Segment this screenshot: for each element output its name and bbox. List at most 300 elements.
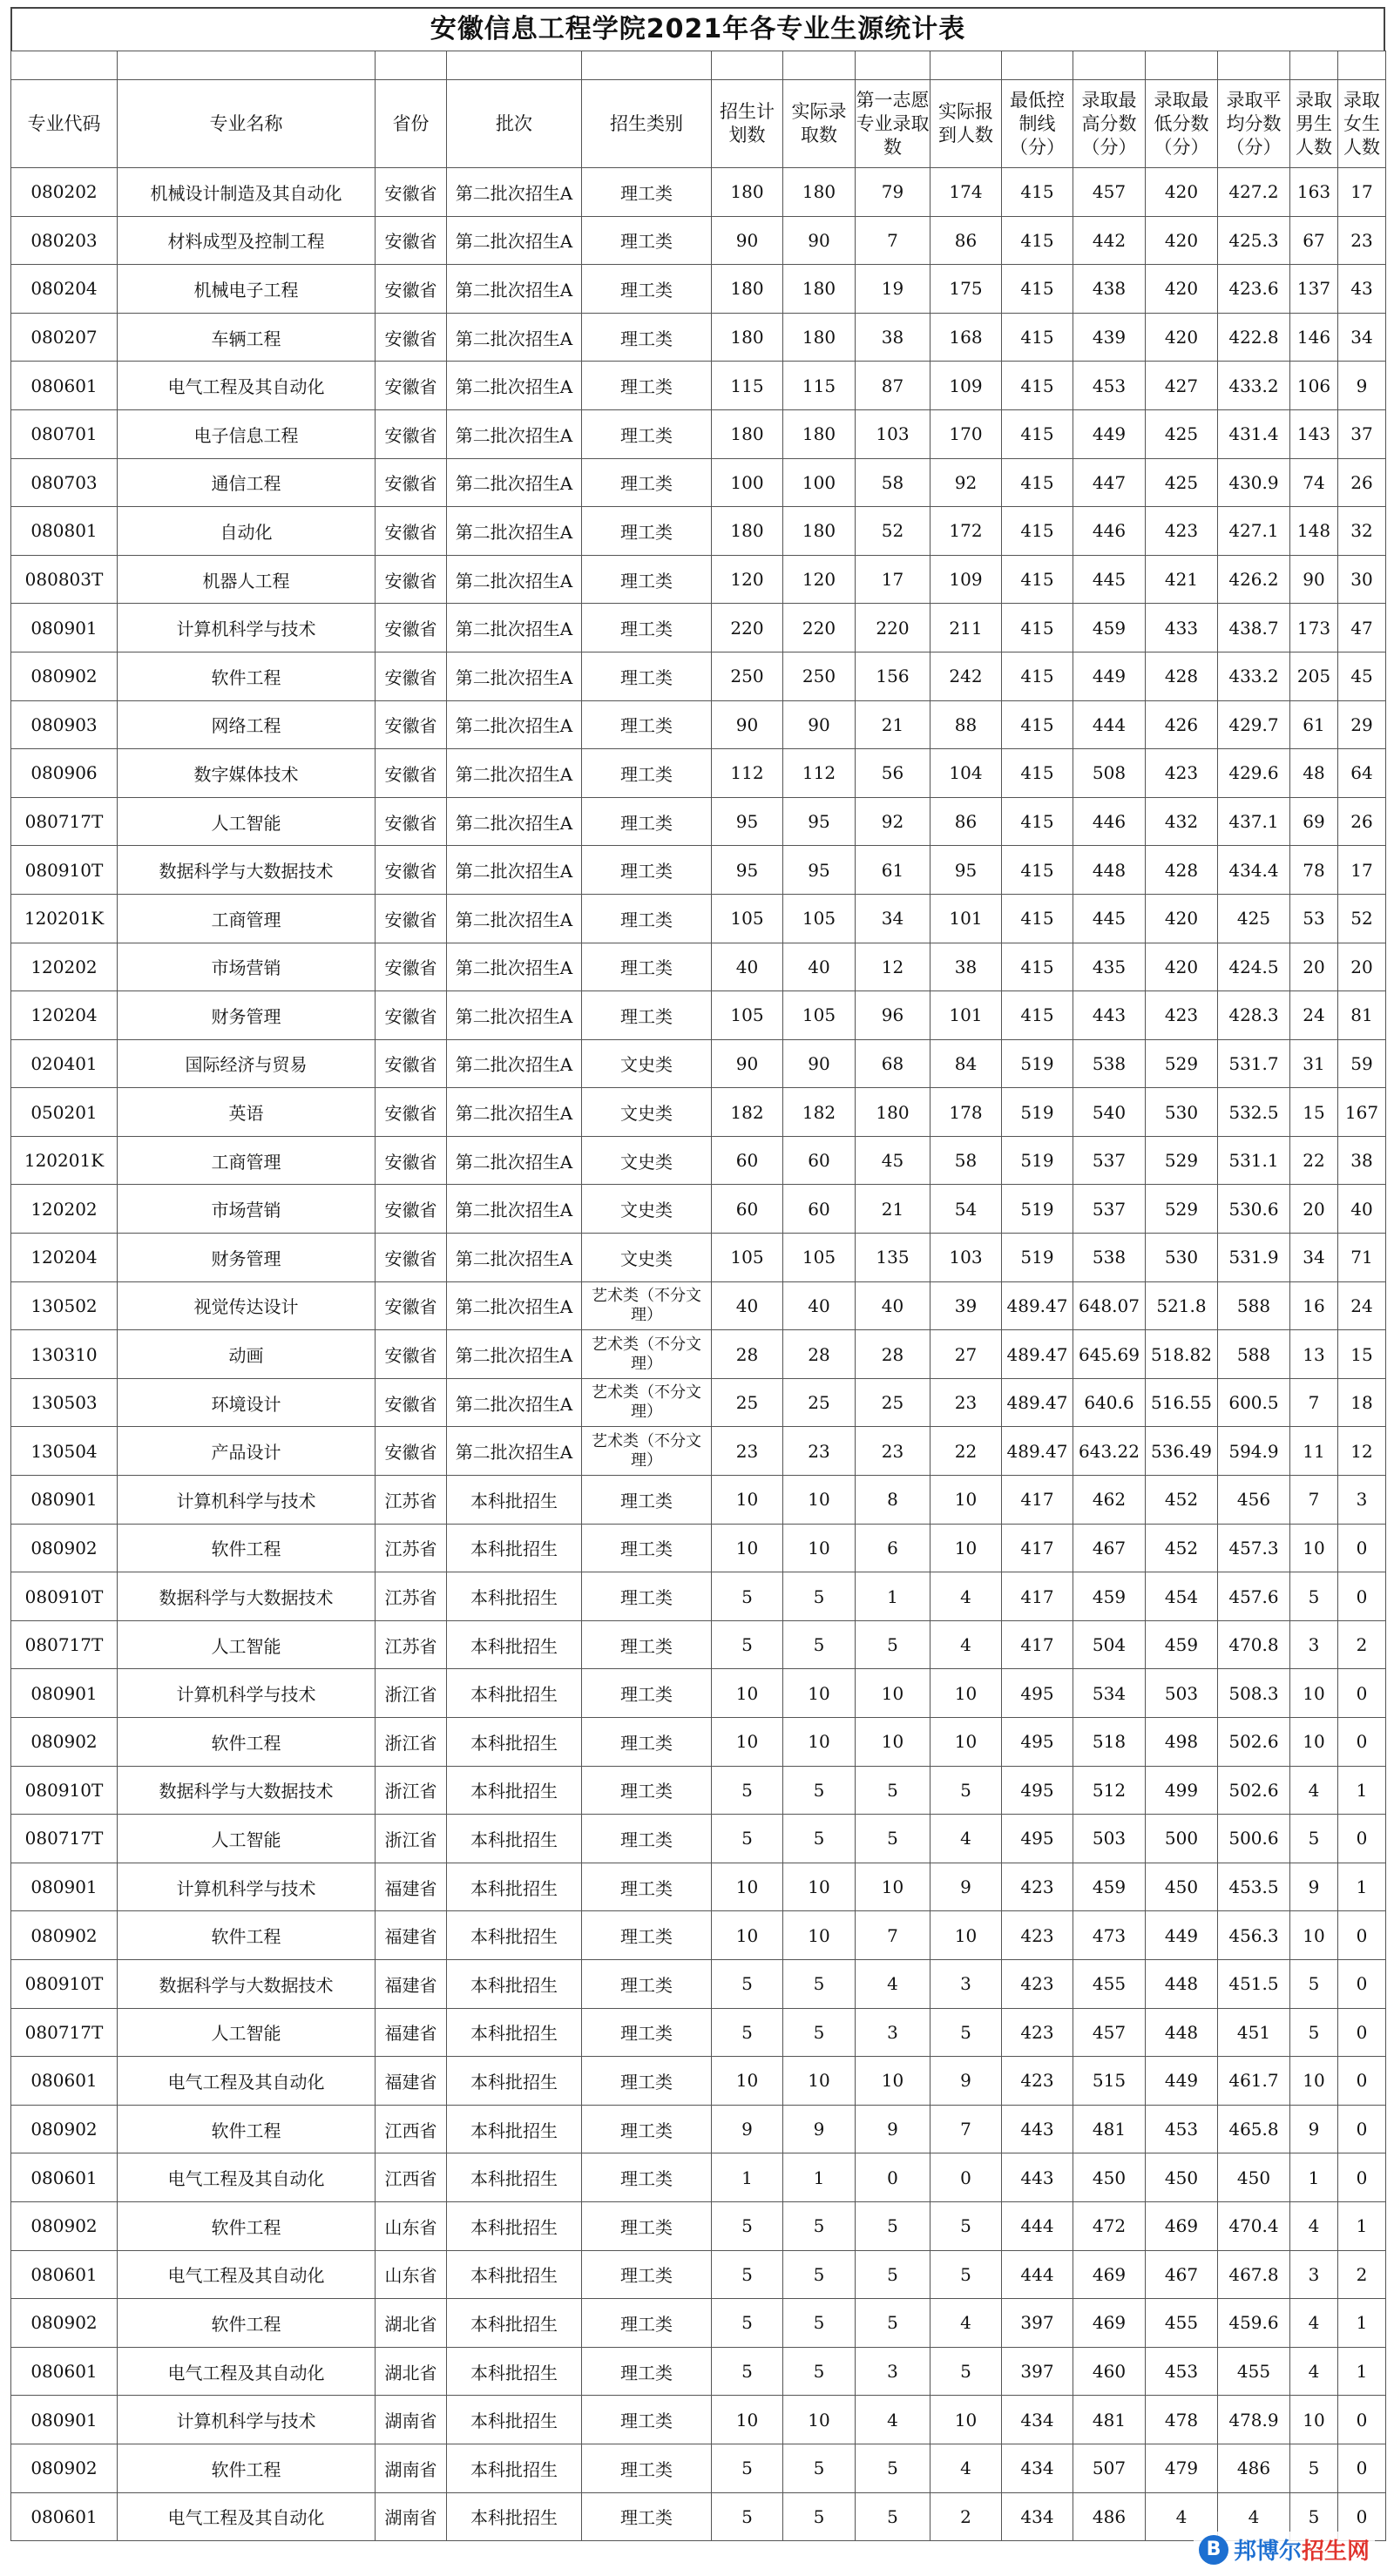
cell-female-count: 0: [1338, 2396, 1386, 2444]
cell-female-count: 30: [1338, 555, 1386, 604]
cell-male-count: 31: [1290, 1039, 1338, 1088]
cell-enrolled-count: 168: [930, 313, 1002, 362]
cell-admitted-count: 5: [783, 1815, 856, 1863]
cell-category: 理工类: [582, 2250, 712, 2299]
cell-batch: 本科批招生: [447, 2057, 582, 2106]
cell-major-name: 计算机科学与技术: [118, 2396, 376, 2444]
cell-control-line: 495: [1002, 1718, 1073, 1767]
cell-plan-count: 180: [712, 265, 783, 314]
cell-category: 文史类: [582, 1088, 712, 1137]
cell-avg-score: 4: [1218, 2492, 1290, 2541]
cell-avg-score: 425: [1218, 894, 1290, 943]
cell-first-choice-count: 21: [856, 1185, 930, 1234]
cell-first-choice-count: 3: [856, 2347, 930, 2396]
cell-enrolled-count: 7: [930, 2105, 1002, 2153]
cell-major-name: 软件工程: [118, 1524, 376, 1572]
cell-enrolled-count: 10: [930, 2396, 1002, 2444]
cell-max-score: 538: [1073, 1234, 1146, 1282]
cell-female-count: 71: [1338, 1234, 1386, 1282]
cell-min-score: 452: [1146, 1524, 1218, 1572]
cell-major-name: 计算机科学与技术: [118, 1669, 376, 1718]
cell-admitted-count: 220: [783, 604, 856, 652]
table-row: [11, 216, 1386, 265]
cell-female-count: 0: [1338, 2057, 1386, 2106]
cell-category: 理工类: [582, 1524, 712, 1572]
table-row: [11, 2201, 1386, 2250]
b-logo-icon: B: [1199, 2535, 1228, 2565]
cell-first-choice-count: 10: [856, 1718, 930, 1767]
cell-category: 理工类: [582, 409, 712, 458]
cell-control-line: 423: [1002, 2008, 1073, 2057]
cell-max-score: 459: [1073, 1863, 1146, 1911]
cell-category: 理工类: [582, 1959, 712, 2008]
cell-province: 福建省: [376, 2057, 447, 2106]
cell-first-choice-count: 5: [856, 2250, 930, 2299]
cell-batch: 第二批次招生A: [447, 943, 582, 991]
table-row: [11, 313, 1386, 362]
cell-max-score: 455: [1073, 1959, 1146, 2008]
admission-table: [10, 51, 1386, 2541]
table-row: [11, 2347, 1386, 2396]
cell-enrolled-count: 22: [930, 1427, 1002, 1476]
cell-avg-score: 450: [1218, 2153, 1290, 2202]
table-row: [11, 846, 1386, 895]
cell-min-score: 420: [1146, 216, 1218, 265]
cell-major-name: 电气工程及其自动化: [118, 2250, 376, 2299]
cell-province: 安徽省: [376, 362, 447, 410]
cell-max-score: 540: [1073, 1088, 1146, 1137]
cell-major-code: 130504: [11, 1427, 118, 1476]
cell-batch: 第二批次招生A: [447, 1330, 582, 1379]
table-row: [11, 700, 1386, 749]
cell-control-line: 434: [1002, 2492, 1073, 2541]
cell-enrolled-count: 10: [930, 1669, 1002, 1718]
cell-female-count: 167: [1338, 1088, 1386, 1137]
cell-min-score: 450: [1146, 1863, 1218, 1911]
cell-max-score: 459: [1073, 604, 1146, 652]
cell-female-count: 24: [1338, 1281, 1386, 1330]
cell-male-count: 7: [1290, 1378, 1338, 1427]
cell-major-code: 080703: [11, 458, 118, 507]
cell-enrolled-count: 211: [930, 604, 1002, 652]
cell-major-code: 080901: [11, 1669, 118, 1718]
cell-plan-count: 90: [712, 216, 783, 265]
cell-batch: 本科批招生: [447, 2444, 582, 2492]
cell-female-count: 0: [1338, 2105, 1386, 2153]
cell-plan-count: 10: [712, 1718, 783, 1767]
cell-admitted-count: 10: [783, 1911, 856, 1960]
cell-avg-score: 594.9: [1218, 1427, 1290, 1476]
cell-max-score: 538: [1073, 1039, 1146, 1088]
table-row: [11, 555, 1386, 604]
cell-control-line: 423: [1002, 1911, 1073, 1960]
cell-category: 理工类: [582, 700, 712, 749]
cell-plan-count: 10: [712, 1669, 783, 1718]
cell-admitted-count: 10: [783, 2057, 856, 2106]
cell-male-count: 10: [1290, 1524, 1338, 1572]
cell-control-line: 415: [1002, 265, 1073, 314]
cell-province: 安徽省: [376, 409, 447, 458]
cell-max-score: 467: [1073, 1524, 1146, 1572]
cell-major-code: 080901: [11, 604, 118, 652]
cell-enrolled-count: 172: [930, 507, 1002, 556]
cell-female-count: 0: [1338, 2444, 1386, 2492]
cell-male-count: 163: [1290, 168, 1338, 217]
cell-max-score: 450: [1073, 2153, 1146, 2202]
cell-major-name: 人工智能: [118, 797, 376, 846]
cell-enrolled-count: 10: [930, 1911, 1002, 1960]
table-row: [11, 2492, 1386, 2541]
cell-male-count: 173: [1290, 604, 1338, 652]
cell-first-choice-count: 45: [856, 1136, 930, 1185]
cell-major-name: 计算机科学与技术: [118, 604, 376, 652]
table-row: [11, 2105, 1386, 2153]
header-first-choice-count: 第一志愿专业录取数: [856, 80, 930, 168]
cell-female-count: 0: [1338, 1669, 1386, 1718]
cell-major-code: 080601: [11, 2492, 118, 2541]
page-title: 安徽信息工程学院2021年各专业生源统计表: [10, 7, 1385, 51]
cell-major-name: 软件工程: [118, 2201, 376, 2250]
cell-male-count: 148: [1290, 507, 1338, 556]
cell-female-count: 17: [1338, 168, 1386, 217]
table-row: [11, 1959, 1386, 2008]
cell-control-line: 415: [1002, 991, 1073, 1040]
cell-major-code: 080601: [11, 2057, 118, 2106]
cell-major-code: 080207: [11, 313, 118, 362]
cell-plan-count: 5: [712, 1572, 783, 1621]
cell-female-count: 45: [1338, 652, 1386, 700]
cell-male-count: 69: [1290, 797, 1338, 846]
header-avg-score: 录取平均分数（分）: [1218, 80, 1290, 168]
cell-province: 浙江省: [376, 1718, 447, 1767]
cell-major-code: 080601: [11, 2347, 118, 2396]
cell-min-score: 420: [1146, 313, 1218, 362]
cell-major-name: 计算机科学与技术: [118, 1476, 376, 1525]
cell-avg-score: 455: [1218, 2347, 1290, 2396]
table-row: [11, 2153, 1386, 2202]
cell-plan-count: 250: [712, 652, 783, 700]
cell-male-count: 20: [1290, 943, 1338, 991]
cell-province: 安徽省: [376, 1330, 447, 1379]
cell-batch: 第二批次招生A: [447, 1281, 582, 1330]
cell-max-score: 537: [1073, 1185, 1146, 1234]
cell-major-name: 人工智能: [118, 1815, 376, 1863]
cell-min-score: 425: [1146, 458, 1218, 507]
cell-control-line: 415: [1002, 409, 1073, 458]
cell-avg-score: 438.7: [1218, 604, 1290, 652]
cell-province: 安徽省: [376, 1281, 447, 1330]
cell-category: 理工类: [582, 1572, 712, 1621]
cell-first-choice-count: 4: [856, 2396, 930, 2444]
cell-max-score: 453: [1073, 362, 1146, 410]
cell-female-count: 1: [1338, 2201, 1386, 2250]
cell-male-count: 205: [1290, 652, 1338, 700]
table-row: [11, 894, 1386, 943]
cell-male-count: 106: [1290, 362, 1338, 410]
table-row: [11, 1863, 1386, 1911]
cell-enrolled-count: 58: [930, 1136, 1002, 1185]
table-row: [11, 1234, 1386, 1282]
table-row: [11, 1136, 1386, 1185]
cell-major-code: 080803T: [11, 555, 118, 604]
cell-first-choice-count: 96: [856, 991, 930, 1040]
table-row: [11, 1378, 1386, 1427]
cell-plan-count: 5: [712, 2201, 783, 2250]
cell-male-count: 5: [1290, 1959, 1338, 2008]
table-body: [11, 168, 1386, 2541]
cell-province: 江西省: [376, 2153, 447, 2202]
cell-plan-count: 10: [712, 1476, 783, 1525]
cell-batch: 第二批次招生A: [447, 168, 582, 217]
cell-admitted-count: 180: [783, 168, 856, 217]
table-row: [11, 1330, 1386, 1379]
cell-enrolled-count: 2: [930, 2492, 1002, 2541]
cell-avg-score: 429.7: [1218, 700, 1290, 749]
cell-male-count: 90: [1290, 555, 1338, 604]
cell-admitted-count: 5: [783, 1572, 856, 1621]
cell-enrolled-count: 5: [930, 2008, 1002, 2057]
cell-first-choice-count: 5: [856, 2444, 930, 2492]
cell-batch: 本科批招生: [447, 2105, 582, 2153]
cell-control-line: 417: [1002, 1620, 1073, 1669]
cell-province: 安徽省: [376, 555, 447, 604]
cell-plan-count: 5: [712, 2444, 783, 2492]
header-category: 招生类别: [582, 80, 712, 168]
cell-max-score: 449: [1073, 409, 1146, 458]
cell-admitted-count: 40: [783, 1281, 856, 1330]
cell-major-code: 080906: [11, 749, 118, 798]
cell-province: 江苏省: [376, 1524, 447, 1572]
cell-male-count: 16: [1290, 1281, 1338, 1330]
cell-control-line: 397: [1002, 2347, 1073, 2396]
cell-max-score: 469: [1073, 2250, 1146, 2299]
cell-category: 文史类: [582, 1039, 712, 1088]
cell-male-count: 4: [1290, 2347, 1338, 2396]
cell-avg-score: 433.2: [1218, 652, 1290, 700]
cell-category: 理工类: [582, 2492, 712, 2541]
table-row: [11, 943, 1386, 991]
cell-avg-score: 478.9: [1218, 2396, 1290, 2444]
watermark-text-blue: 邦博尔: [1233, 2539, 1302, 2565]
cell-avg-score: 451.5: [1218, 1959, 1290, 2008]
cell-female-count: 1: [1338, 2347, 1386, 2396]
cell-major-name: 软件工程: [118, 2444, 376, 2492]
cell-major-name: 自动化: [118, 507, 376, 556]
cell-province: 江苏省: [376, 1476, 447, 1525]
cell-avg-score: 422.8: [1218, 313, 1290, 362]
cell-plan-count: 112: [712, 749, 783, 798]
cell-major-code: 080601: [11, 362, 118, 410]
cell-enrolled-count: 103: [930, 1234, 1002, 1282]
cell-first-choice-count: 3: [856, 2008, 930, 2057]
cell-first-choice-count: 7: [856, 216, 930, 265]
cell-first-choice-count: 92: [856, 797, 930, 846]
cell-category: 理工类: [582, 313, 712, 362]
cell-avg-score: 588: [1218, 1330, 1290, 1379]
cell-province: 湖北省: [376, 2299, 447, 2348]
cell-max-score: 460: [1073, 2347, 1146, 2396]
cell-major-name: 机械设计制造及其自动化: [118, 168, 376, 217]
cell-control-line: 415: [1002, 943, 1073, 991]
cell-batch: 第二批次招生A: [447, 313, 582, 362]
cell-male-count: 5: [1290, 2492, 1338, 2541]
cell-major-name: 工商管理: [118, 1136, 376, 1185]
cell-first-choice-count: 21: [856, 700, 930, 749]
cell-batch: 第二批次招生A: [447, 1088, 582, 1137]
cell-male-count: 7: [1290, 1476, 1338, 1525]
cell-major-name: 财务管理: [118, 1234, 376, 1282]
cell-batch: 本科批招生: [447, 1524, 582, 1572]
cell-batch: 第二批次招生A: [447, 1039, 582, 1088]
cell-first-choice-count: 156: [856, 652, 930, 700]
cell-plan-count: 60: [712, 1185, 783, 1234]
cell-category: 理工类: [582, 1620, 712, 1669]
cell-plan-count: 60: [712, 1136, 783, 1185]
table-row: [11, 1427, 1386, 1476]
cell-first-choice-count: 19: [856, 265, 930, 314]
cell-admitted-count: 10: [783, 1524, 856, 1572]
cell-category: 理工类: [582, 2105, 712, 2153]
cell-male-count: 13: [1290, 1330, 1338, 1379]
header-major-code: 专业代码: [11, 80, 118, 168]
cell-major-code: 120204: [11, 1234, 118, 1282]
cell-batch: 本科批招生: [447, 1669, 582, 1718]
table-row: [11, 2057, 1386, 2106]
cell-major-code: 080910T: [11, 1959, 118, 2008]
cell-major-name: 软件工程: [118, 652, 376, 700]
cell-province: 山东省: [376, 2201, 447, 2250]
cell-male-count: 20: [1290, 1185, 1338, 1234]
cell-plan-count: 23: [712, 1427, 783, 1476]
cell-min-score: 459: [1146, 1620, 1218, 1669]
cell-major-name: 软件工程: [118, 2299, 376, 2348]
cell-min-score: 453: [1146, 2347, 1218, 2396]
cell-control-line: 423: [1002, 2057, 1073, 2106]
statistics-sheet: [10, 7, 1385, 2541]
cell-max-score: 448: [1073, 846, 1146, 895]
cell-control-line: 489.47: [1002, 1378, 1073, 1427]
cell-admitted-count: 10: [783, 2396, 856, 2444]
cell-male-count: 5: [1290, 1815, 1338, 1863]
cell-control-line: 519: [1002, 1039, 1073, 1088]
cell-control-line: 417: [1002, 1476, 1073, 1525]
cell-admitted-count: 1: [783, 2153, 856, 2202]
cell-category: 文史类: [582, 1234, 712, 1282]
table-row: [11, 652, 1386, 700]
cell-category: 理工类: [582, 2057, 712, 2106]
header-province: 省份: [376, 80, 447, 168]
cell-admitted-count: 90: [783, 216, 856, 265]
cell-first-choice-count: 10: [856, 2057, 930, 2106]
cell-category: 文史类: [582, 1136, 712, 1185]
cell-province: 安徽省: [376, 216, 447, 265]
cell-major-name: 数据科学与大数据技术: [118, 846, 376, 895]
cell-female-count: 0: [1338, 1572, 1386, 1621]
cell-control-line: 519: [1002, 1136, 1073, 1185]
cell-enrolled-count: 5: [930, 2347, 1002, 2396]
cell-min-score: 479: [1146, 2444, 1218, 2492]
cell-enrolled-count: 95: [930, 846, 1002, 895]
cell-plan-count: 180: [712, 507, 783, 556]
cell-batch: 第二批次招生A: [447, 1136, 582, 1185]
cell-first-choice-count: 5: [856, 2492, 930, 2541]
cell-province: 浙江省: [376, 1815, 447, 1863]
cell-major-name: 数字媒体技术: [118, 749, 376, 798]
cell-category: 文史类: [582, 1185, 712, 1234]
cell-major-code: 120202: [11, 943, 118, 991]
cell-enrolled-count: 88: [930, 700, 1002, 749]
cell-control-line: 415: [1002, 555, 1073, 604]
cell-plan-count: 90: [712, 700, 783, 749]
cell-control-line: 434: [1002, 2444, 1073, 2492]
cell-major-name: 网络工程: [118, 700, 376, 749]
cell-enrolled-count: 242: [930, 652, 1002, 700]
cell-major-name: 财务管理: [118, 991, 376, 1040]
cell-batch: 本科批招生: [447, 1766, 582, 1815]
cell-enrolled-count: 3: [930, 1959, 1002, 2008]
cell-female-count: 32: [1338, 507, 1386, 556]
cell-min-score: 428: [1146, 846, 1218, 895]
cell-batch: 第二批次招生A: [447, 749, 582, 798]
cell-control-line: 495: [1002, 1815, 1073, 1863]
cell-admitted-count: 9: [783, 2105, 856, 2153]
cell-province: 福建省: [376, 2008, 447, 2057]
header-major-name: 专业名称: [118, 80, 376, 168]
cell-batch: 第二批次招生A: [447, 555, 582, 604]
cell-control-line: 443: [1002, 2153, 1073, 2202]
cell-province: 安徽省: [376, 652, 447, 700]
cell-min-score: 499: [1146, 1766, 1218, 1815]
cell-batch: 第二批次招生A: [447, 652, 582, 700]
cell-major-code: 080717T: [11, 1620, 118, 1669]
cell-category: 理工类: [582, 604, 712, 652]
cell-major-name: 人工智能: [118, 1620, 376, 1669]
cell-max-score: 518: [1073, 1718, 1146, 1767]
cell-enrolled-count: 175: [930, 265, 1002, 314]
cell-major-code: 080601: [11, 2153, 118, 2202]
cell-plan-count: 5: [712, 1959, 783, 2008]
cell-first-choice-count: 87: [856, 362, 930, 410]
cell-min-score: 452: [1146, 1476, 1218, 1525]
cell-male-count: 5: [1290, 2008, 1338, 2057]
cell-max-score: 446: [1073, 797, 1146, 846]
cell-major-name: 环境设计: [118, 1378, 376, 1427]
cell-avg-score: 470.8: [1218, 1620, 1290, 1669]
cell-max-score: 435: [1073, 943, 1146, 991]
cell-min-score: 529: [1146, 1136, 1218, 1185]
table-row: [11, 1524, 1386, 1572]
cell-batch: 第二批次招生A: [447, 362, 582, 410]
cell-avg-score: 429.6: [1218, 749, 1290, 798]
cell-first-choice-count: 5: [856, 2201, 930, 2250]
cell-enrolled-count: 10: [930, 1476, 1002, 1525]
cell-avg-score: 456: [1218, 1476, 1290, 1525]
cell-min-score: 469: [1146, 2201, 1218, 2250]
cell-major-name: 材料成型及控制工程: [118, 216, 376, 265]
cell-avg-score: 433.2: [1218, 362, 1290, 410]
cell-min-score: 423: [1146, 749, 1218, 798]
cell-first-choice-count: 10: [856, 1863, 930, 1911]
cell-max-score: 512: [1073, 1766, 1146, 1815]
cell-control-line: 519: [1002, 1234, 1073, 1282]
cell-min-score: 516.55: [1146, 1378, 1218, 1427]
table-row: [11, 2008, 1386, 2057]
cell-control-line: 415: [1002, 362, 1073, 410]
cell-batch: 本科批招生: [447, 1572, 582, 1621]
cell-first-choice-count: 0: [856, 2153, 930, 2202]
cell-plan-count: 90: [712, 1039, 783, 1088]
cell-min-score: 529: [1146, 1039, 1218, 1088]
